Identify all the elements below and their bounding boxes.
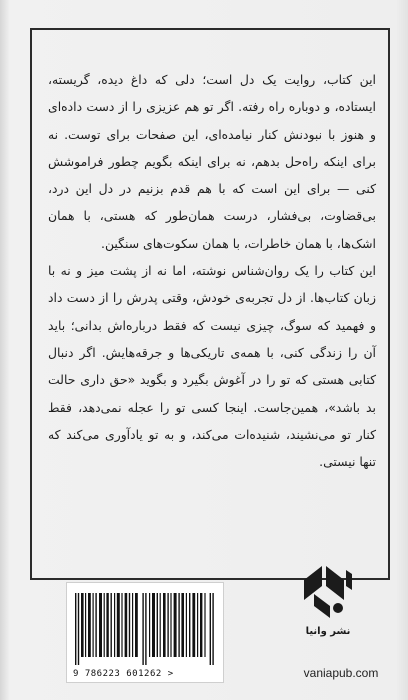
blurb-text xyxy=(48,66,376,475)
blurb-paragraph-1: این کتاب، روایت یک دل است؛ دلی که داغ دیده، گریسته، ایستاده، و دوباره راه رفته. اگر تو هم عزیزی را از دست داده‌ای و هنوز با نبودنش کنار نیامده‌ای، این صفحات برای توست. نه برای اینکه راه‌حل بدهم، نه برای اینکه بگویم چطور فراموشش کنی — برای این است که با هم قدم بزنیم در دل این درد، بی‌قضاوت، بی‌فشار، درست همان‌طور که هستی، با همان اشک‌ها، با همان خاطرات، با همان سکوت‌های سنگین. xyxy=(48,72,376,251)
blurb-paragraph-2: این کتاب را یک روان‌شناس نوشته، اما نه از پشت میز و نه با زبان کتاب‌ها. از دل تجربه‌ی خودش، وقتی پدرش را از دست داد و فهمید که سوگ، چیزی نیست که فقط درباره‌اش بدانی؛ باید آن را زندگی کنی، با همه‌ی تاریکی‌ها و جرقه‌هایش. اگر دنبال کتابی هستی که تو را در آغوش بگیرد و بگوید «حق داری حالت بد باشد»، همین‌جاست. اینجا کسی تو را عجله نمی‌دهد، فقط کنار تو می‌نشیند، شنیده‌ات می‌کند، و به تو یادآوری می‌کند که تنها نیستی. xyxy=(48,263,376,470)
barcode-bars-icon xyxy=(75,593,215,665)
isbn-barcode xyxy=(66,582,224,683)
publisher-website[interactable]: vaniapub.com xyxy=(303,666,379,680)
vania-logo-icon xyxy=(300,560,356,622)
isbn-number: 9 786223 601262 > xyxy=(73,669,174,679)
publisher-name: نشر وانیا xyxy=(305,626,351,637)
